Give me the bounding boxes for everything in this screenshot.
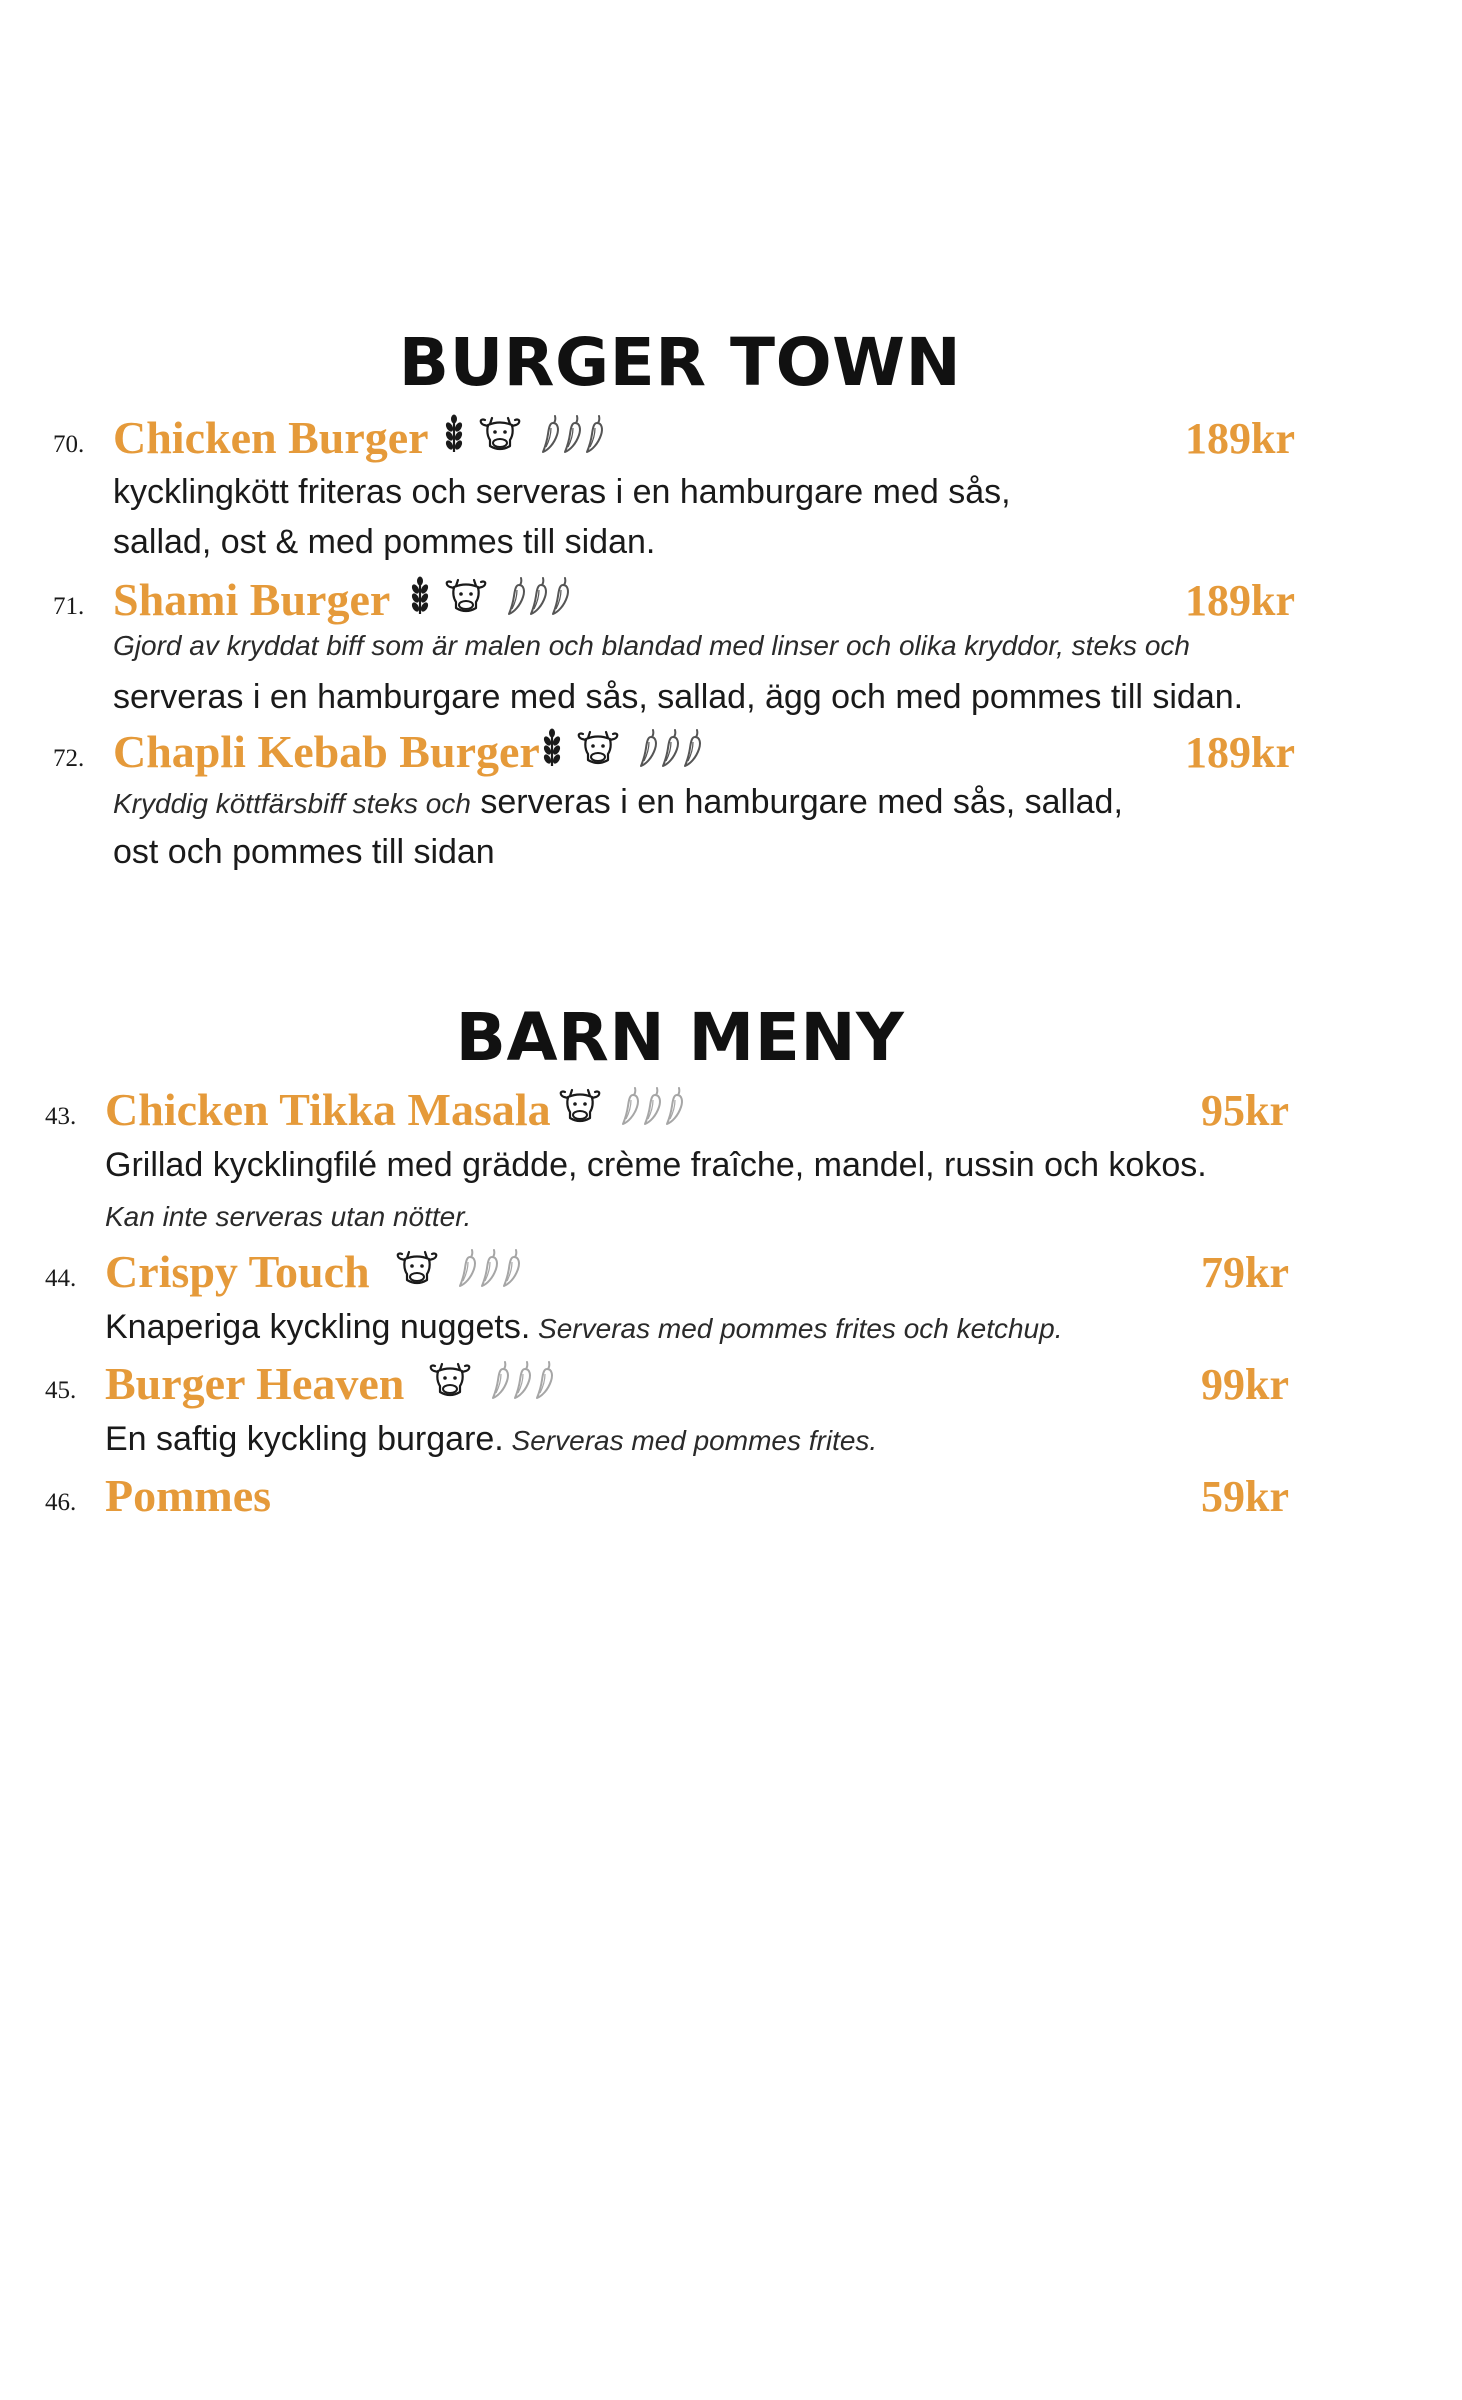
- item-name: Burger Heaven: [105, 1358, 405, 1409]
- item-name: Crispy Touch: [105, 1246, 370, 1297]
- item-name: Shami Burger: [113, 574, 391, 625]
- chili-icon: [638, 728, 660, 768]
- allergen-icons: [428, 1356, 556, 1404]
- dairy-icon: [558, 1086, 602, 1126]
- item-note-italic: Kan inte serveras utan nötter.: [105, 1201, 472, 1232]
- item-number: 45.: [45, 1377, 77, 1404]
- item-number: 43.: [45, 1103, 77, 1130]
- item-price: 189kr: [1185, 728, 1295, 777]
- item-description: kycklingkött friteras och serveras i en hamburgare med sås,: [113, 473, 1011, 511]
- item-price: 189kr: [1185, 576, 1295, 625]
- item-description-italic: Gjord av kryddat biff som är malen och blandad med linser och olika kryddor, steks och: [113, 630, 1190, 661]
- item-description: sallad, ost & med pommes till sidan.: [113, 523, 656, 561]
- item-description-regular: Knaperiga kyckling nuggets.: [105, 1308, 531, 1346]
- chili-icon: [512, 1360, 534, 1400]
- item-name: Chicken Burger: [113, 412, 429, 463]
- item-description: [105, 1422, 877, 1456]
- chili-icon: [457, 1248, 479, 1288]
- chili-icon: [642, 1086, 664, 1126]
- item-description-regular: serveras i en hamburgare med sås, sallad,: [470, 783, 1123, 821]
- gluten-icon: [442, 414, 466, 454]
- item-description-regular: En saftig kyckling burgare.: [105, 1420, 504, 1458]
- item-number: 71.: [53, 593, 85, 620]
- chili-icon: [479, 1248, 501, 1288]
- item-description: [105, 1310, 1062, 1344]
- chili-icon: [562, 414, 584, 454]
- section-title-barn-meny: BARN MENY: [455, 999, 905, 1076]
- chili-icon: [664, 1086, 686, 1126]
- chili-icon: [682, 728, 704, 768]
- item-number: 46.: [45, 1489, 77, 1516]
- item-description: serveras i en hamburgare med sås, sallad, ägg och med pommes till sidan.: [113, 678, 1244, 716]
- gluten-icon: [540, 728, 564, 768]
- item-price: 99kr: [1201, 1360, 1289, 1409]
- item-description-italic: Serveras med pommes frites och ketchup.: [530, 1313, 1063, 1344]
- item-name: Chicken Tikka Masala: [105, 1084, 551, 1135]
- chili-icon: [534, 1360, 556, 1400]
- item-description: ost och pommes till sidan: [113, 833, 495, 871]
- allergen-icons: [540, 724, 704, 772]
- section-title-burger-town: BURGER TOWN: [398, 324, 962, 401]
- dairy-icon: [395, 1248, 439, 1288]
- allergen-icons: [558, 1082, 686, 1130]
- dairy-icon: [444, 576, 488, 616]
- allergen-icons: [442, 410, 606, 458]
- item-price: 95kr: [1201, 1086, 1289, 1135]
- item-name: Pommes: [105, 1470, 272, 1521]
- item-price: 79kr: [1201, 1248, 1289, 1297]
- chili-icon: [550, 576, 572, 616]
- chili-icon: [501, 1248, 523, 1288]
- item-price: 189kr: [1185, 414, 1295, 463]
- chili-icon: [528, 576, 550, 616]
- gluten-icon: [408, 576, 432, 616]
- item-number: 72.: [53, 745, 85, 772]
- item-price: 59kr: [1201, 1472, 1289, 1521]
- chili-icon: [506, 576, 528, 616]
- item-description-italic: Kryddig köttfärsbiff steks och: [113, 788, 471, 819]
- allergen-icons: [408, 572, 572, 620]
- chili-icon: [584, 414, 606, 454]
- item-name: Chapli Kebab Burger: [113, 726, 540, 777]
- chili-icon: [490, 1360, 512, 1400]
- chili-icon: [540, 414, 562, 454]
- allergen-icons: [395, 1244, 523, 1292]
- item-number: 70.: [53, 431, 85, 458]
- item-description: Grillad kycklingfilé med grädde, crème fraîche, mandel, russin och kokos.: [105, 1146, 1207, 1184]
- item-number: 44.: [45, 1265, 77, 1292]
- dairy-icon: [428, 1360, 472, 1400]
- chili-icon: [660, 728, 682, 768]
- chili-icon: [620, 1086, 642, 1126]
- item-description-italic: Serveras med pommes frites.: [503, 1425, 878, 1456]
- dairy-icon: [576, 728, 620, 768]
- item-description: [113, 785, 1123, 819]
- dairy-icon: [478, 414, 522, 454]
